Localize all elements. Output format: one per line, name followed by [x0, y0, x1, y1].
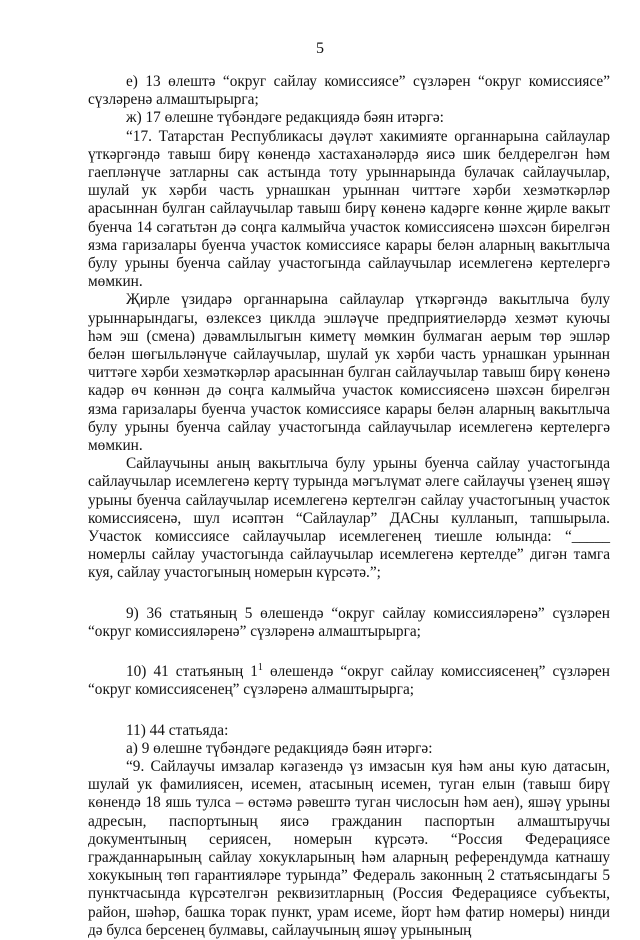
item-e-paragraph: е) 13 өлештә “округ сайлау комиссиясе” сүзләрен “округ комиссиясе” сүзләренә алмаштырырга;: [88, 73, 610, 109]
item-10-paragraph: [88, 663, 610, 699]
part-17-paragraph: “17. Татарстан Республикасы дәүләт хакимияте органнарына сайлаулар үткәргәндә тавыш бирү көнендә хастаханәләрдә яисә шик белдерелгән һәм гаепләнүче затларны сак астында тоту урыннарында булачак сайлаучылар, шулай ук хәрби часть урнашкан урыннан читтәге хәрби хезмәткәрләр арасыннан булган сайлаучылар тавыш бирү көненә кадәрге көнне җирле вакыт буенча 14 сәгатьтән дә соңга калмыйча участок комиссиясенә шәхсән бирелгән язма гаризалары буенча участок комиссиясе карары белән аларның вакытлыча булу урыны буенча сайлау участогында сайлаучылар исемлегенә кертелергә мөмкин.: [88, 127, 610, 291]
item-zh-paragraph: ж) 17 өлешне түбәндәге редакциядә бәян итәргә:: [126, 109, 444, 127]
document-body: [88, 73, 610, 940]
item-10-superscript: 1: [257, 662, 263, 673]
item-10-start: 10) 41 статьяның 1: [126, 663, 258, 681]
local-elections-paragraph: Җирле үзидарә органнарына сайлаулар үткәргәндә вакытлыча булу урыннарындагы, өзлексез циклда эшләүче предприятиеләрдә хезмәт куючы һәм эш (смена) дәвамлылыгын киметү мөмкин булмаган аерым төр эшләр белән шөгыльләнүче сайлаучылар, шулай ук хәрби часть урнашкан урыннан читтәге хәрби хезмәткәрләр арасыннан булган сайлаучылар тавыш бирү көненә кадәр өч көннән дә соңга калмыйча участок комиссиясенә шәхсән бирелгән язма гаризалары буенча участок комиссиясе карары белән аларның вакытлыча булу урыны буенча сайлау участогында сайлаучылар исемлегенә кертелергә мөмкин.: [88, 291, 610, 455]
page-number: 5: [316, 40, 324, 57]
item-10-rest: өлешендә “округ сайлау комиссиясенең” сүзләрен “округ комиссиясенең” сүзләренә алмаштырырга;: [88, 663, 610, 699]
item-11-heading: 11) 44 статьяда:: [126, 721, 229, 739]
part-9-paragraph: “9. Сайлаучы имзалар кәгазендә үз имзасын куя һәм аны кую датасын, шулай ук фамилиясен, исемен, атасының исемен, туган елын (тавыш бирү көнендә 18 яшь тулса – өстәмә рәвештә туган числосын һәм аен), яшәү урыны адресын, паспортының яисә гражданин паспортын алмаштыручы документының сериясен, номерын күрсәтә. “Россия Федерациясе гражданнарының сайлау хокукларының һәм аларның референдумда катнашу хокукының төп гарантияләре турында” Федераль законның 2 статьясындагы 5 пунктчасында күрсәтелгән реквизитларның (Россия Федерациясе субъекты, район, шәһәр, башка торак пункт, урам исеме, йорт һәм фатир номеры) нинди дә булса берсенең булмавы, сайлаучының яшәү урынының: [88, 757, 610, 939]
item-9-paragraph: 9) 36 статьяның 5 өлешендә “округ сайлау комиссияләренә” сүзләрен “округ комиссияләренә” сүзләренә алмаштырырга;: [88, 604, 610, 640]
voter-info-paragraph: Сайлаучыны аның вакытлыча булу урыны буенча сайлау участогында сайлаучылар исемлегенә кертү турында мәгълүмат әлеге сайлаучы үзенең яшәү урыны буенча сайлаучылар исемлегенә кертелгән сайлау участогының участок комиссиясенә, шул исәптән “Сайлаулар” ДАСны кулланып, тапшырыла. Участок комиссиясе сайлаучылар исемлегенең тиешле юлында: “_____ номерлы сайлау участогында сайлаучылар исемлегенә кертелде” дигән тамга куя, сайлау участогының номерын күрсәтә.”;: [88, 455, 610, 582]
item-11-a: а) 9 өлешне түбәндәге редакциядә бәян итәргә:: [126, 739, 433, 757]
